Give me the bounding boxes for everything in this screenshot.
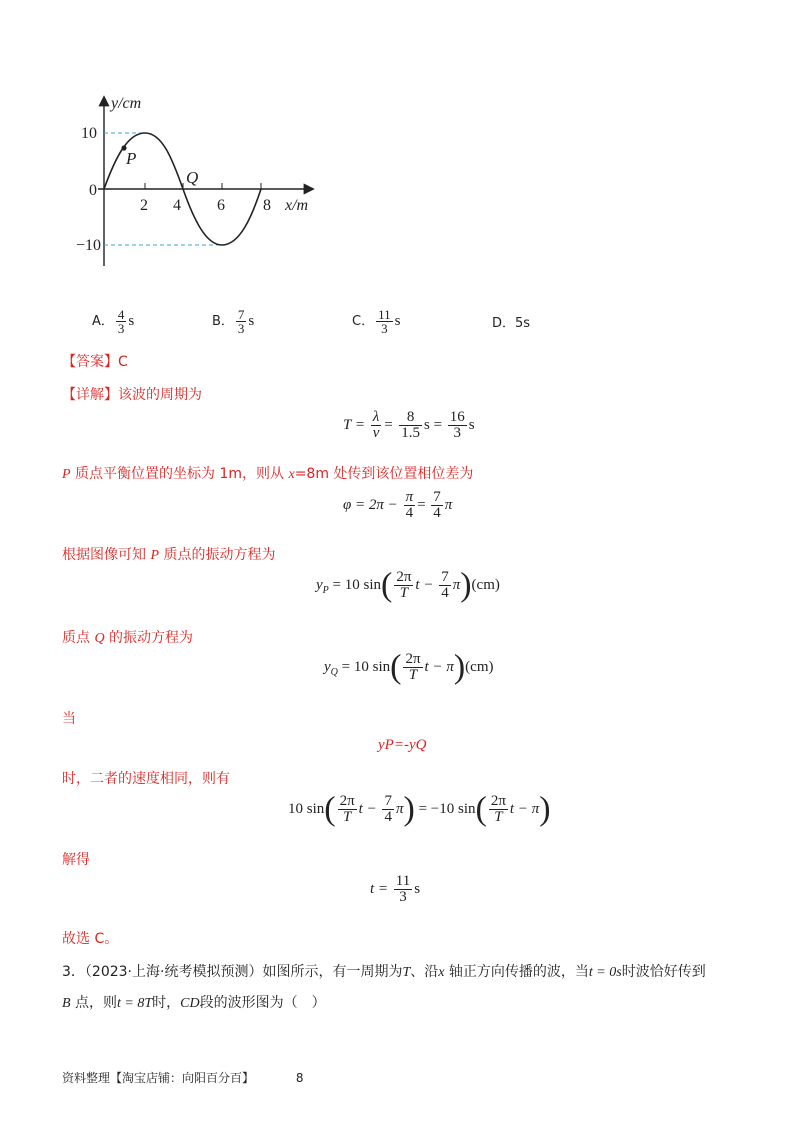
x-axis-label: x/m (285, 197, 309, 214)
solve-line: 解得 (62, 852, 90, 868)
equation-result: t = $\frac{11}{3}$ s (370, 873, 421, 905)
x-tick-2: 2 (140, 197, 148, 214)
choose-line: 故选 C。 (62, 931, 119, 947)
phase-diff-line: P 质点平衡位置的坐标为 1m，则从 x=8m 处传到该位置相位差为 (62, 466, 474, 482)
answer-line: 【答案】C (62, 354, 128, 370)
x-tick-8: 8 (263, 197, 271, 214)
page-number: 8 (295, 1071, 304, 1085)
x-tick-6: 6 (217, 197, 225, 214)
y-tick-neg10: −10 (76, 237, 102, 254)
equation-equal: 10 sin( $\frac{2\pi}{T}$ t − $\frac{7}{4}$ π) = −10 sin( $\frac{2\pi}{T}$ t − π) (288, 790, 551, 828)
x-tick-4: 4 (173, 197, 181, 214)
origin-label: 0 (89, 182, 97, 199)
point-p-label: P (126, 149, 137, 168)
question-3-line1: 3．（2023·上海·统考模拟预测）如图所示，有一周期为T、沿x 轴正方向传播的波，当t = 0s时波恰好传到 (62, 964, 706, 980)
y-tick-10: 10 (81, 125, 97, 142)
point-q-label: Q (186, 168, 199, 187)
option-b: B． $\frac{7}{3}$ s (212, 307, 255, 336)
equation-condition: yP=-yQ (378, 737, 427, 753)
question-3-line2: B 点，则t = 8T时，CD段的波形图为（ ） (62, 995, 326, 1011)
equation-period: T = $\frac{\lambda}{v}$ = $\frac{8}{1.5}$ s = $\frac{16}{3}$ s (343, 409, 475, 441)
q-equation-intro: 质点 Q 的振动方程为 (62, 630, 194, 646)
detail-line: 【详解】该波的周期为 (62, 387, 202, 403)
equation-q-vibration: $y_Q = 10$ sin( $\frac{2\pi}{T}$ t − π)(cm) (324, 648, 494, 686)
velocity-line: 时，二者的速度相同，则有 (62, 771, 230, 787)
option-d: D．5s (492, 316, 531, 331)
option-a: A． $\frac{4}{3}$ s (92, 307, 135, 336)
y-axis-label: y/cm (111, 95, 142, 112)
equation-p-vibration: $y_P = 10$ sin( $\frac{2\pi}{T}$ t − $\frac{7}{4}$ π)(cm) (316, 566, 500, 604)
when-line: 当 (62, 711, 76, 727)
footer-source: 资料整理【淘宝店铺：向阳百分百】 (62, 1071, 255, 1085)
wave-figure (76, 88, 340, 273)
footer (62, 1069, 303, 1086)
equation-phase: φ = 2π − $\frac{\pi}{4}$ = $\frac{7}{4}$ π (343, 489, 453, 521)
option-c: C． $\frac{11}{3}$ s (352, 307, 401, 336)
p-equation-intro: 根据图像可知 P 质点的振动方程为 (62, 547, 276, 563)
